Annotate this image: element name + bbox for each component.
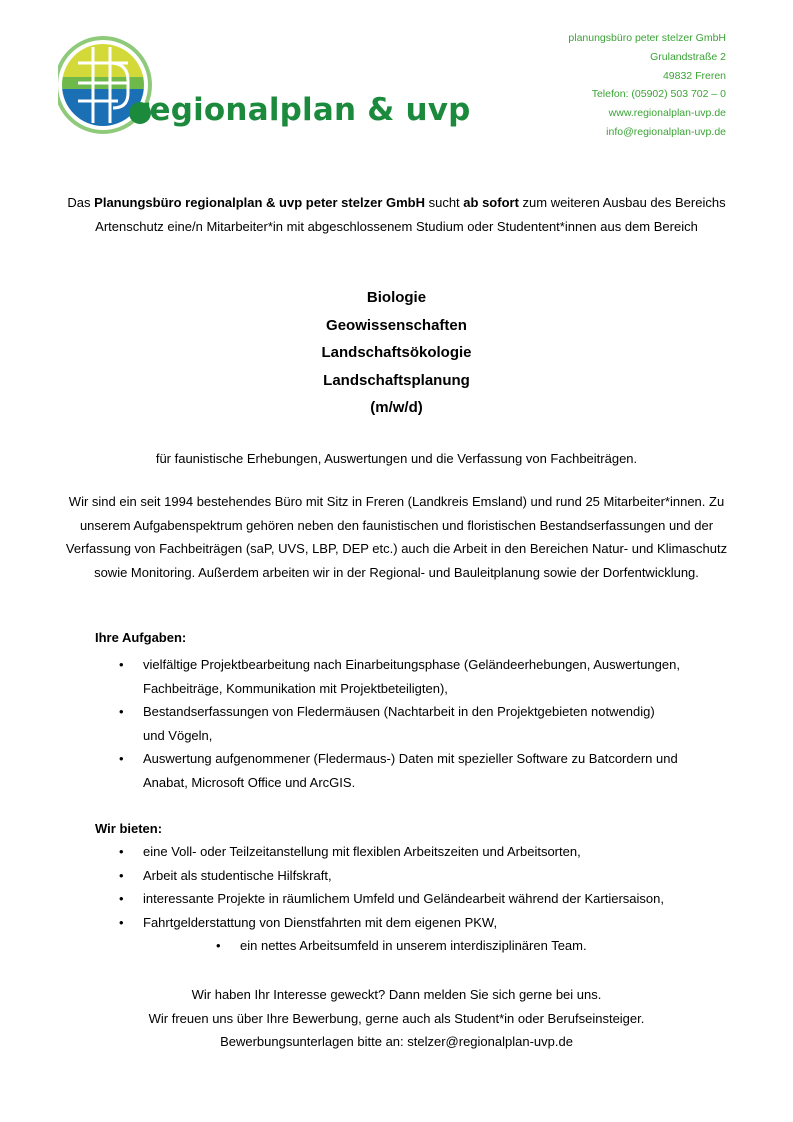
logo-text: regionalplan & uvp [134, 92, 471, 128]
intro-text: zum weiteren Ausbau des Bereichs Artenschutz eine/n Mitarbeiter*in mit abgeschlossenem Studium oder Studentent*innen aus dem Bereich [95, 195, 726, 234]
closing-paragraph [60, 983, 733, 1054]
intro-text: sucht [424, 195, 464, 210]
list-item [95, 700, 715, 747]
list-item [95, 911, 715, 935]
bullet-icon: • [216, 938, 221, 953]
list-item [95, 934, 715, 958]
purpose-text: für faunistische Erhebungen, Auswertungen und die Verfassung von Fachbeiträgen. [155, 451, 638, 466]
application-email-link[interactable]: Bewerbungsunterlagen bitte an: stelzer@regionalplan-uvp.de [220, 1034, 573, 1049]
intro-text: Das [67, 195, 95, 210]
subject-item: Biologie [366, 289, 427, 306]
list-item [95, 653, 715, 700]
intro-paragraph [60, 191, 733, 238]
list-item [95, 864, 715, 888]
list-item-text: Arbeit als studentische Hilfskraft, [143, 867, 332, 883]
list-item-text: Fachbeiträge, Kommunikation mit Projektbeteiligten), [143, 680, 448, 696]
list-item-text: Auswertung aufgenommener (Fledermaus-) Daten mit spezieller Software zu Batcordern und [143, 751, 678, 766]
address-email-link[interactable]: info@regionalplan-uvp.de [606, 125, 726, 138]
bullet-icon: • [119, 751, 124, 766]
list-item-text: vielfältige Projektbearbeitung nach Einarbeitungsphase (Geländeerhebungen, Auswertungen, [143, 657, 680, 672]
list-item [95, 840, 715, 864]
list-item [95, 747, 715, 794]
subject-item: Landschaftsplanung [323, 371, 470, 389]
address-phone: Telefon: (05902) 503 702 – 0 [591, 88, 726, 101]
address-website-link[interactable]: www.regionalplan-uvp.de [608, 107, 726, 120]
bullet-icon: • [119, 914, 124, 930]
address-company: planungsbüro peter stelzer GmbH [568, 32, 726, 44]
list-item-text: Fahrtgelderstattung von Dienstfahrten mit dem eigenen PKW, [143, 914, 498, 930]
company-name: Planungsbüro regionalplan & uvp peter stelzer GmbH [94, 195, 425, 210]
bullet-icon: • [119, 704, 124, 719]
company-address [568, 29, 726, 142]
list-item-text: ein nettes Arbeitsumfeld in unserem interdisziplinären Team. [240, 938, 587, 953]
bullet-icon: • [119, 891, 124, 906]
subject-list [60, 284, 733, 422]
bullet-icon: • [119, 657, 124, 672]
list-item-text: Anabat, Microsoft Office und ArcGIS. [143, 774, 356, 790]
list-item-text: eine Voll- oder Teilzeitanstellung mit flexiblen Arbeitszeiten und Arbeitsorten, [143, 844, 581, 859]
about-paragraph: Wir sind ein seit 1994 bestehendes Büro mit Sitz in Freren (Landkreis Emsland) und rund 25 Mitarbeiter*innen. Zu unserem Aufgabenspektrum gehören neben den faunistischen und floristischen Bestandserfassungen und der Verfassung von Fachbeiträgen (saP, UVS, LBP, DEP etc.) auch die Arbeit in den Bereichen Natur- und Klimaschutz sowie Monitoring. Außerdem arbeiten wir in der Regional- und Bauleitplanung sowie der Dorfentwicklung. [65, 494, 728, 580]
address-city: 49832 Freren [662, 69, 726, 82]
address-street: Grulandstraße 2 [650, 50, 726, 63]
offer-list [95, 840, 715, 958]
tasks-heading: Ihre Aufgaben: [95, 630, 187, 645]
subject-item: Geowissenschaften [326, 316, 467, 334]
gender-note: (m/w/d) [370, 399, 423, 416]
closing-line: Wir haben Ihr Interesse geweckt? Dann melden Sie sich gerne bei uns. [191, 987, 602, 1002]
tasks-list [95, 653, 715, 794]
list-item [95, 887, 715, 911]
start-date: ab sofort [463, 195, 519, 210]
offer-heading: Wir bieten: [95, 821, 163, 836]
bullet-icon: • [119, 844, 124, 859]
closing-line: Wir freuen uns über Ihre Bewerbung, gerne auch als Student*in oder Berufseinsteiger. [148, 1010, 645, 1026]
subject-item: Landschaftsökologie [321, 344, 472, 361]
list-item-text: Bestandserfassungen von Fledermäusen (Nachtarbeit in den Projektgebieten notwendig) [143, 704, 655, 719]
list-item-text: und Vögeln, [143, 727, 213, 743]
list-item-text: interessante Projekte in räumlichem Umfeld und Geländearbeit während der Kartiersaison, [143, 891, 664, 906]
bullet-icon: • [119, 867, 124, 883]
